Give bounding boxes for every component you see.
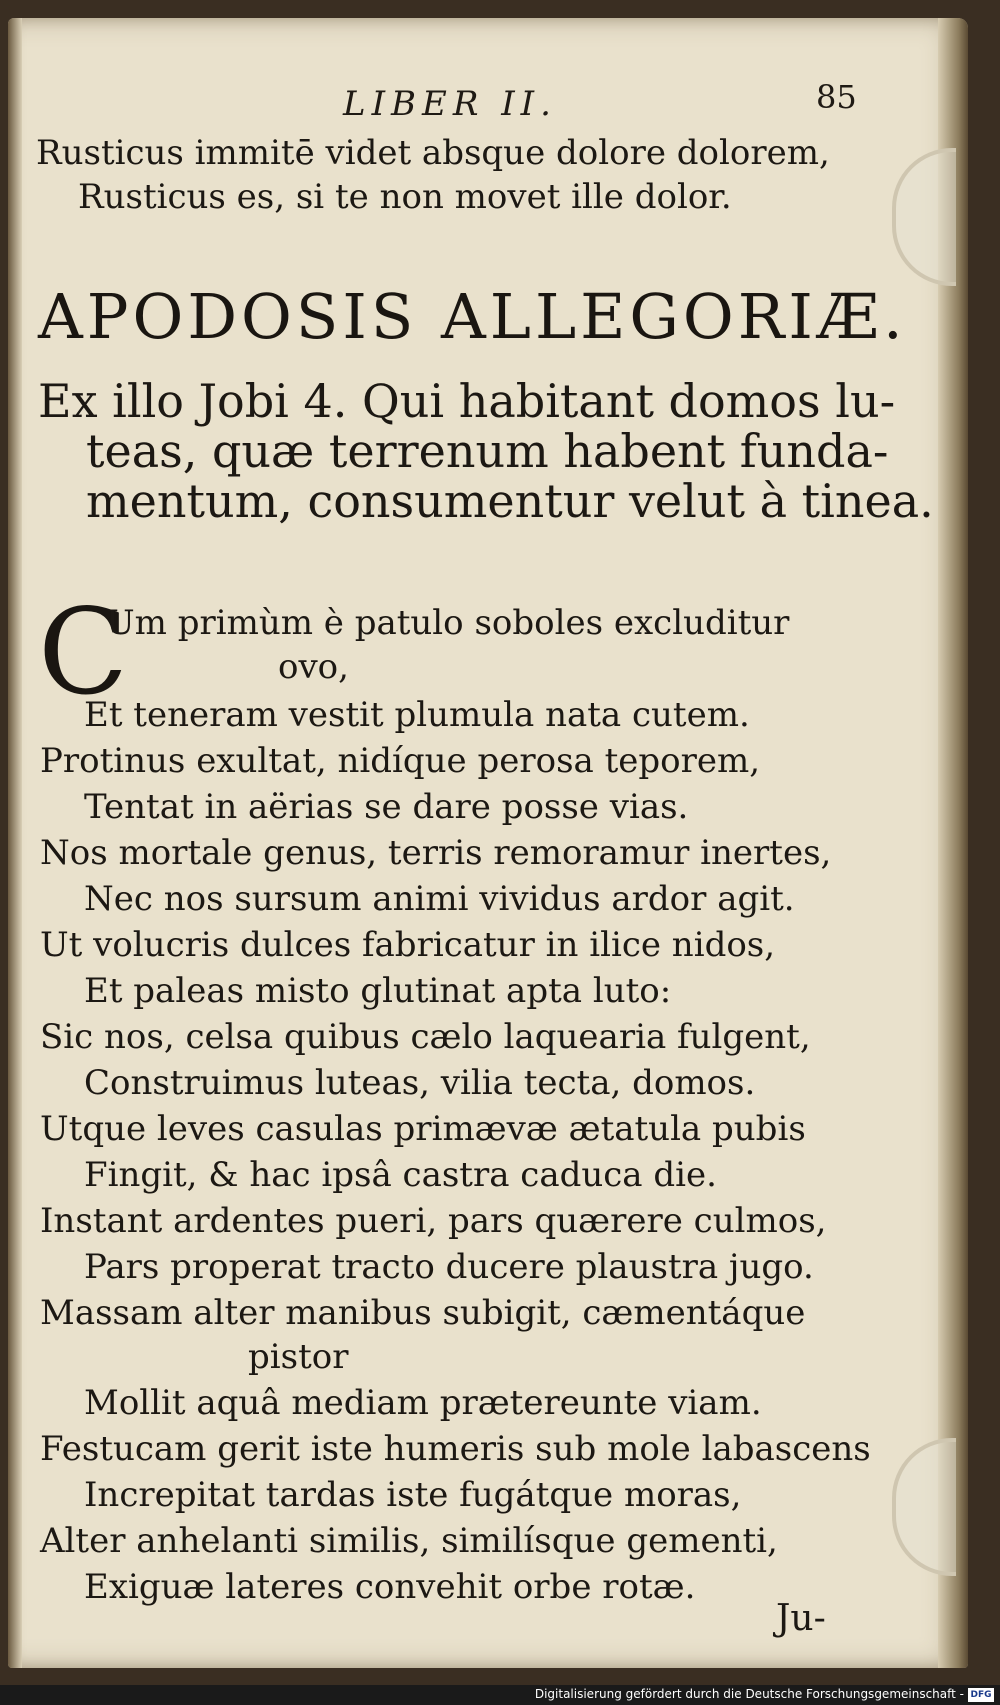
- poem-line: Tentat in aërias se dare posse vias.: [84, 787, 689, 827]
- poem-line: Ut volucris dulces fabricatur in ilice nidos,: [40, 925, 776, 965]
- drop-cap: C: [38, 583, 129, 721]
- digitization-footer: [0, 1685, 1000, 1705]
- poem-line: Et paleas misto glutinat apta luto:: [84, 971, 672, 1011]
- poem-line: Fingit, & hac ipsâ castra caduca die.: [84, 1155, 717, 1195]
- poem-first-line-cont: ovo,: [278, 647, 349, 687]
- clasp-bottom: [892, 1438, 956, 1576]
- poem-line: Nec nos sursum animi vividus ardor agit.: [84, 879, 795, 919]
- clasp-top: [892, 148, 956, 286]
- page-number: 85: [816, 78, 857, 116]
- poem-line: Pars properat tracto ducere plaustra jugo.: [84, 1247, 814, 1287]
- poem-line: Sic nos, celsa quibus cælo laquearia fulgent,: [40, 1017, 811, 1057]
- poem-line: Construimus luteas, vilia tecta, domos.: [84, 1063, 756, 1103]
- poem-line: Massam alter manibus subigit, cæmentáque: [40, 1293, 806, 1333]
- poem-line: Et teneram vestit plumula nata cutem.: [84, 695, 750, 735]
- footer-credit: Digitalisierung gefördert durch die Deutsche Forschungsgemeinschaft -: [534, 1687, 964, 1701]
- poem-line: Alter anhelanti similis, similísque gementi,: [40, 1521, 778, 1561]
- poem-line: Exiguæ lateres convehit orbe rotæ.: [84, 1567, 696, 1607]
- page-gutter: [8, 18, 22, 1668]
- motto-line-3: mentum, consumentur velut à tinea.: [86, 474, 934, 528]
- running-head: LIBER II.: [343, 84, 557, 124]
- catchword: Ju-: [776, 1598, 826, 1639]
- poem-line: Nos mortale genus, terris remoramur inertes,: [40, 833, 832, 873]
- top-line-1: Rusticus immitē videt absque dolore dolorem,: [36, 133, 830, 173]
- poem-line: Protinus exultat, nidíque perosa teporem,: [40, 741, 761, 781]
- poem-line: Mollit aquâ mediam prætereunte viam.: [84, 1383, 762, 1423]
- motto-line-1: Ex illo Jobi 4. Qui habitant domos lu-: [38, 374, 896, 428]
- poem-line: Increpitat tardas iste fugátque moras,: [84, 1475, 742, 1515]
- top-line-2: Rusticus es, si te non movet ille dolor.: [78, 177, 732, 217]
- poem-line: Festucam gerit iste humeris sub mole labascens: [40, 1429, 871, 1469]
- book-page: [8, 18, 968, 1668]
- section-heading: APODOSIS ALLEGORIÆ.: [38, 280, 907, 353]
- poem-line: Utque leves casulas primævæ ætatula pubis: [40, 1109, 806, 1149]
- dfg-logo-icon: DFG: [968, 1688, 994, 1702]
- motto-line-2: teas, quæ terrenum habent funda-: [86, 424, 889, 478]
- poem-line: pistor: [248, 1337, 349, 1377]
- poem-first-line: Um primùm è patulo soboles excluditur: [106, 603, 790, 643]
- poem-line: Instant ardentes pueri, pars quærere culmos,: [40, 1201, 827, 1241]
- page-header: [8, 76, 968, 136]
